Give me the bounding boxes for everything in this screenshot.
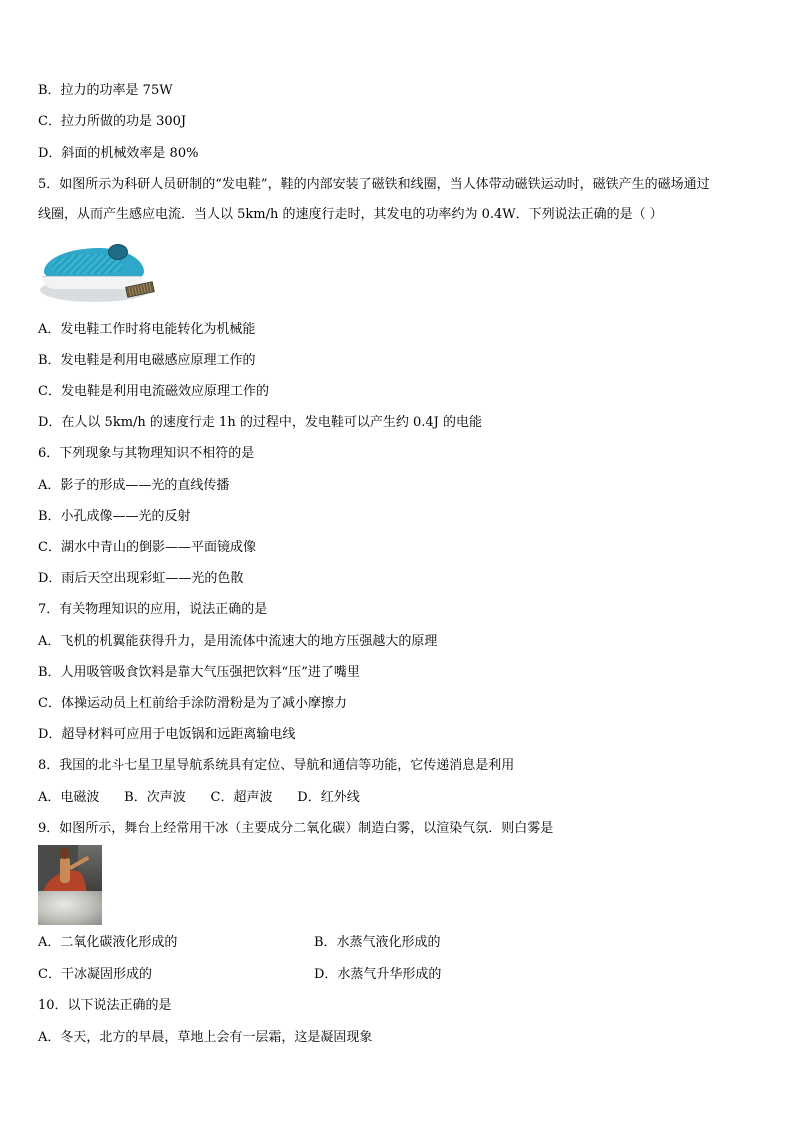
dancer-body <box>60 857 70 883</box>
question-9-text: 9．如图所示，舞台上经常用干冰（主要成分二氧化碳）制造白雾，以渲染气氛．则白雾是 <box>38 821 554 836</box>
question-5-text-2: 线圈，从而产生感应电流．当人以 5km/h 的速度行走时，其发电的功率约为 0.4W．下列说法正确的是（ ） <box>38 207 663 222</box>
dancer-head <box>59 848 70 859</box>
question-6-option-b: B．小孔成像——光的反射 <box>38 509 191 524</box>
question-5-option-b: B．发电鞋是利用电磁感应原理工作的 <box>38 353 256 368</box>
question-8-options: A．电磁波 B．次声波 C．超声波 D．红外线 <box>38 790 360 805</box>
question-7-option-c: C．体操运动员上杠前给手涂防滑粉是为了减小摩擦力 <box>38 696 347 711</box>
question-5-option-d: D．在人以 5km/h 的速度行走 1h 的过程中，发电鞋可以产生约 0.4J 的电能 <box>38 415 482 430</box>
question-6-option-a: A．影子的形成——光的直线传播 <box>38 478 230 493</box>
question-10-option-a: A．冬天，北方的早晨，草地上会有一层霜，这是凝固现象 <box>38 1030 373 1045</box>
question-7-option-d: D．超导材料可应用于电饭锅和远距离输电线 <box>38 727 296 742</box>
white-fog <box>38 891 102 925</box>
question-6-text: 6．下列现象与其物理知识不相符的是 <box>38 446 255 461</box>
question-9-option-c: C．干冰凝固形成的 <box>38 967 152 982</box>
question-6-option-d: D．雨后天空出现彩虹——光的色散 <box>38 571 244 586</box>
shoe-dial <box>108 244 128 260</box>
option-d-efficiency: D．斜面的机械效率是 80% <box>38 146 199 161</box>
question-7-option-a: A．飞机的机翼能获得升力，是用流体中流速大的地方压强越大的原理 <box>38 634 438 649</box>
question-6-option-c: C．湖水中青山的倒影——平面镜成像 <box>38 540 256 555</box>
stage-fog-figure <box>38 845 102 925</box>
question-10-text: 10．以下说法正确的是 <box>38 998 172 1013</box>
option-b-power: B．拉力的功率是 75W <box>38 83 173 98</box>
question-9-option-b: B．水蒸气液化形成的 <box>314 935 441 950</box>
question-8-text: 8．我国的北斗七星卫星导航系统具有定位、导航和通信等功能，它传递消息是利用 <box>38 758 515 773</box>
question-5-option-c: C．发电鞋是利用电流磁效应原理工作的 <box>38 384 269 399</box>
question-5-text-1: 5．如图所示为科研人员研制的“发电鞋”，鞋的内部安装了磁铁和线圈，当人体带动磁铁运动时，磁铁产生的磁场通过 <box>38 177 710 192</box>
question-9-option-d: D．水蒸气升华形成的 <box>314 967 442 982</box>
question-7-option-b: B．人用吸管吸食饮料是靠大气压强把饮料“压”进了嘴里 <box>38 665 360 680</box>
question-5-option-a: A．发电鞋工作时将电能转化为机械能 <box>38 322 256 337</box>
option-c-work: C．拉力所做的功是 300J <box>38 114 187 129</box>
power-shoe-figure <box>38 238 156 306</box>
question-7-text: 7．有关物理知识的应用，说法正确的是 <box>38 602 268 617</box>
question-9-option-a: A．二氧化碳液化形成的 <box>38 935 178 950</box>
